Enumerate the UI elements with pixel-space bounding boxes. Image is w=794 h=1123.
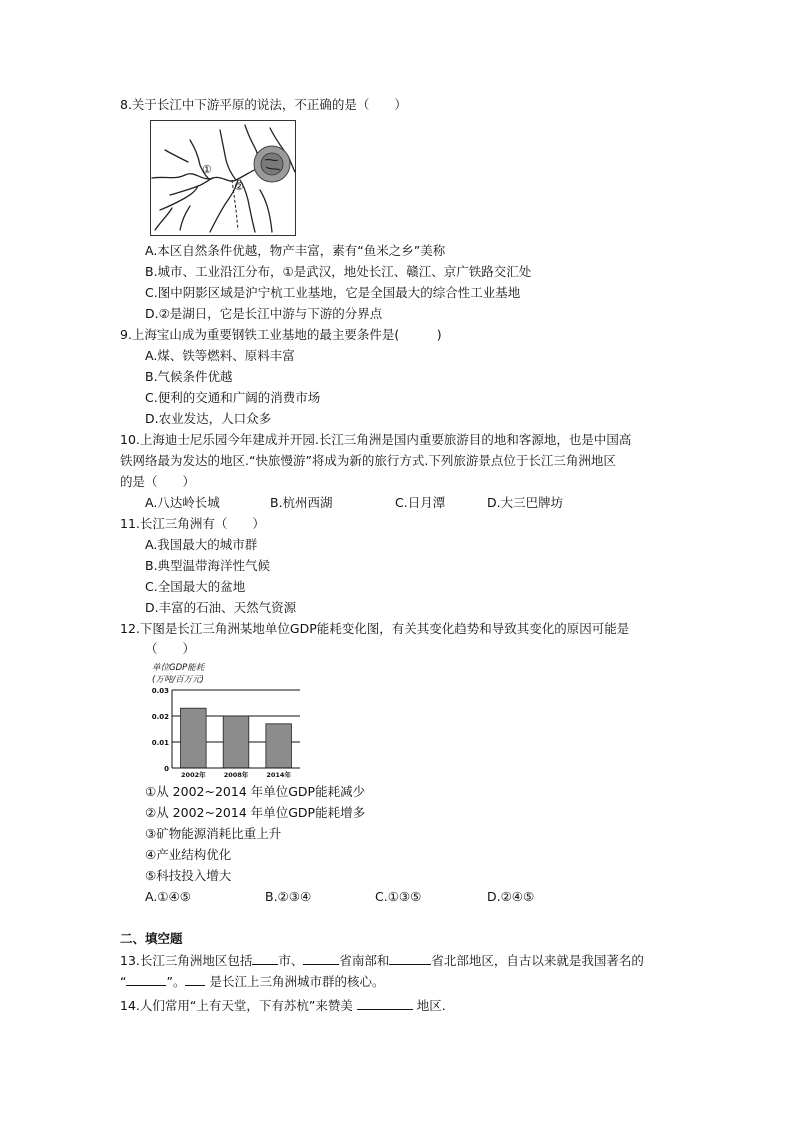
q8-option-c[interactable]: C.图中阴影区域是沪宁杭工业基地，它是全国最大的综合性工业基地 <box>145 285 521 300</box>
q13-text-4: 省北部地区，自古以来就是我国著名的 <box>431 953 644 968</box>
q9-option-c[interactable]: C.便利的交通和广阔的消费市场 <box>145 390 321 405</box>
q10-stem-line2: 铁网络最为发达的地区.“快旅慢游”将成为新的旅行方式.下列旅游景点位于长江三角洲地区 <box>120 453 616 468</box>
q13-blank-5[interactable] <box>185 971 205 986</box>
chart-ytick-label: 0.03 <box>151 687 169 695</box>
q14-text-2: 地区. <box>412 998 446 1013</box>
chart-xtick-label: 2008年 <box>223 771 249 779</box>
chart-bar <box>223 716 249 768</box>
map-label-2: ② <box>234 180 244 193</box>
q11-option-d[interactable]: D.丰富的石油、天然气资源 <box>145 600 297 615</box>
q9-option-a[interactable]: A.煤、铁等燃料、原料丰富 <box>145 348 295 363</box>
chart-xticks <box>181 770 291 779</box>
q13-blank-3[interactable] <box>389 950 431 965</box>
q10-option-b[interactable]: B.杭州西湖 <box>270 495 333 510</box>
q11-option-b[interactable]: B.典型温带海洋性气候 <box>145 558 271 573</box>
section-heading-fill-in: 二、填空题 <box>120 931 183 946</box>
chart-xtick-label: 2014年 <box>266 771 291 779</box>
q12-statement-1: ①从 2002~2014 年单位GDP能耗减少 <box>145 784 366 799</box>
q12-option-a[interactable]: A.①④⑤ <box>145 889 191 904</box>
q12-stem-line2: （ ） <box>145 641 196 656</box>
q10-option-c[interactable]: C.日月潭 <box>395 495 446 510</box>
q12-statement-2: ②从 2002~2014 年单位GDP能耗增多 <box>145 805 366 820</box>
q13-text-1: 13.长江三角洲地区包括 <box>120 953 253 968</box>
q13-text-7: 是长江上三角洲城市群的核心。 <box>205 974 385 989</box>
q9-stem: 9.上海宝山成为重要钢铁工业基地的最主要条件是( ) <box>120 327 442 342</box>
q12-statement-5: ⑤科技投入增大 <box>145 868 232 883</box>
chart-yticks <box>152 687 169 773</box>
q8-option-d[interactable]: D.②是湖日，它是长江中游与下游的分界点 <box>145 306 383 321</box>
chart-bars <box>181 708 292 768</box>
q13-blank-4[interactable] <box>126 971 166 986</box>
chart-xtick-label: 2002年 <box>181 771 206 779</box>
q11-option-c[interactable]: C.全国最大的盆地 <box>145 579 246 594</box>
q10-stem-line3: 的是（ ） <box>120 474 196 489</box>
q11-stem: 11.长江三角洲有（ ） <box>120 516 265 531</box>
q13-blank-1[interactable] <box>252 950 278 965</box>
q9-option-d[interactable]: D.农业发达，人口众多 <box>145 411 272 426</box>
q10-option-d[interactable]: D.大三巴牌坊 <box>487 495 564 510</box>
q12-option-d[interactable]: D.②④⑤ <box>487 889 535 904</box>
q8-option-b[interactable]: B.城市、工业沿江分布，①是武汉，地处长江、赣江、京广铁路交汇处 <box>145 264 532 279</box>
q13-text-2: 市、 <box>278 953 304 968</box>
q10-option-a[interactable]: A.八达岭长城 <box>145 495 220 510</box>
map-label-1: ① <box>202 163 212 176</box>
chart-ylabel: (万吨/百万元) <box>152 675 204 685</box>
q13-text-5: “ <box>120 974 127 989</box>
q8-option-a[interactable]: A.本区自然条件优越，物产丰富，素有“鱼米之乡”美称 <box>145 243 446 258</box>
q14-line <box>120 995 446 1016</box>
q11-option-a[interactable]: A.我国最大的城市群 <box>145 537 258 552</box>
q12-option-c[interactable]: C.①③⑤ <box>375 889 422 904</box>
gdp-energy-chart <box>148 660 308 780</box>
chart-ytick-label: 0.02 <box>151 713 169 721</box>
q13-text-6: ”。 <box>166 974 186 989</box>
chart-bar <box>181 708 207 768</box>
q13-line1 <box>120 950 644 971</box>
q8-map <box>150 120 296 236</box>
q10-stem-line1: 10.上海迪士尼乐园今年建成并开园.长江三角洲是国内重要旅游目的地和客源地，也是中国高 <box>120 432 632 447</box>
chart-ytick-label: 0 <box>164 765 169 773</box>
q9-option-b[interactable]: B.气候条件优越 <box>145 369 233 384</box>
chart-ytick-label: 0.01 <box>151 739 169 747</box>
q12-stem-line1: 12.下图是长江三角洲某地单位GDP能耗变化图，有关其变化趋势和导致其变化的原因可能是 <box>120 621 630 636</box>
q14-blank-1[interactable] <box>357 995 413 1010</box>
q12-statement-4: ④产业结构优化 <box>145 847 232 862</box>
q8-stem: 8.关于长江中下游平原的说法，不正确的是（ ） <box>120 97 407 112</box>
q13-blank-2[interactable] <box>303 950 339 965</box>
chart-bar <box>266 724 292 768</box>
chart-title: 单位GDP能耗 <box>152 663 205 673</box>
q12-options-row <box>145 887 534 907</box>
q10-options-row <box>145 493 563 513</box>
q12-statement-3: ③矿物能源消耗比重上升 <box>145 826 282 841</box>
q13-text-3: 省南部和 <box>339 953 390 968</box>
q12-option-b[interactable]: B.②③④ <box>265 889 312 904</box>
q13-line2 <box>120 971 384 992</box>
q14-text-1: 14.人们常用“上有天堂，下有苏杭”来赞美 <box>120 998 357 1013</box>
